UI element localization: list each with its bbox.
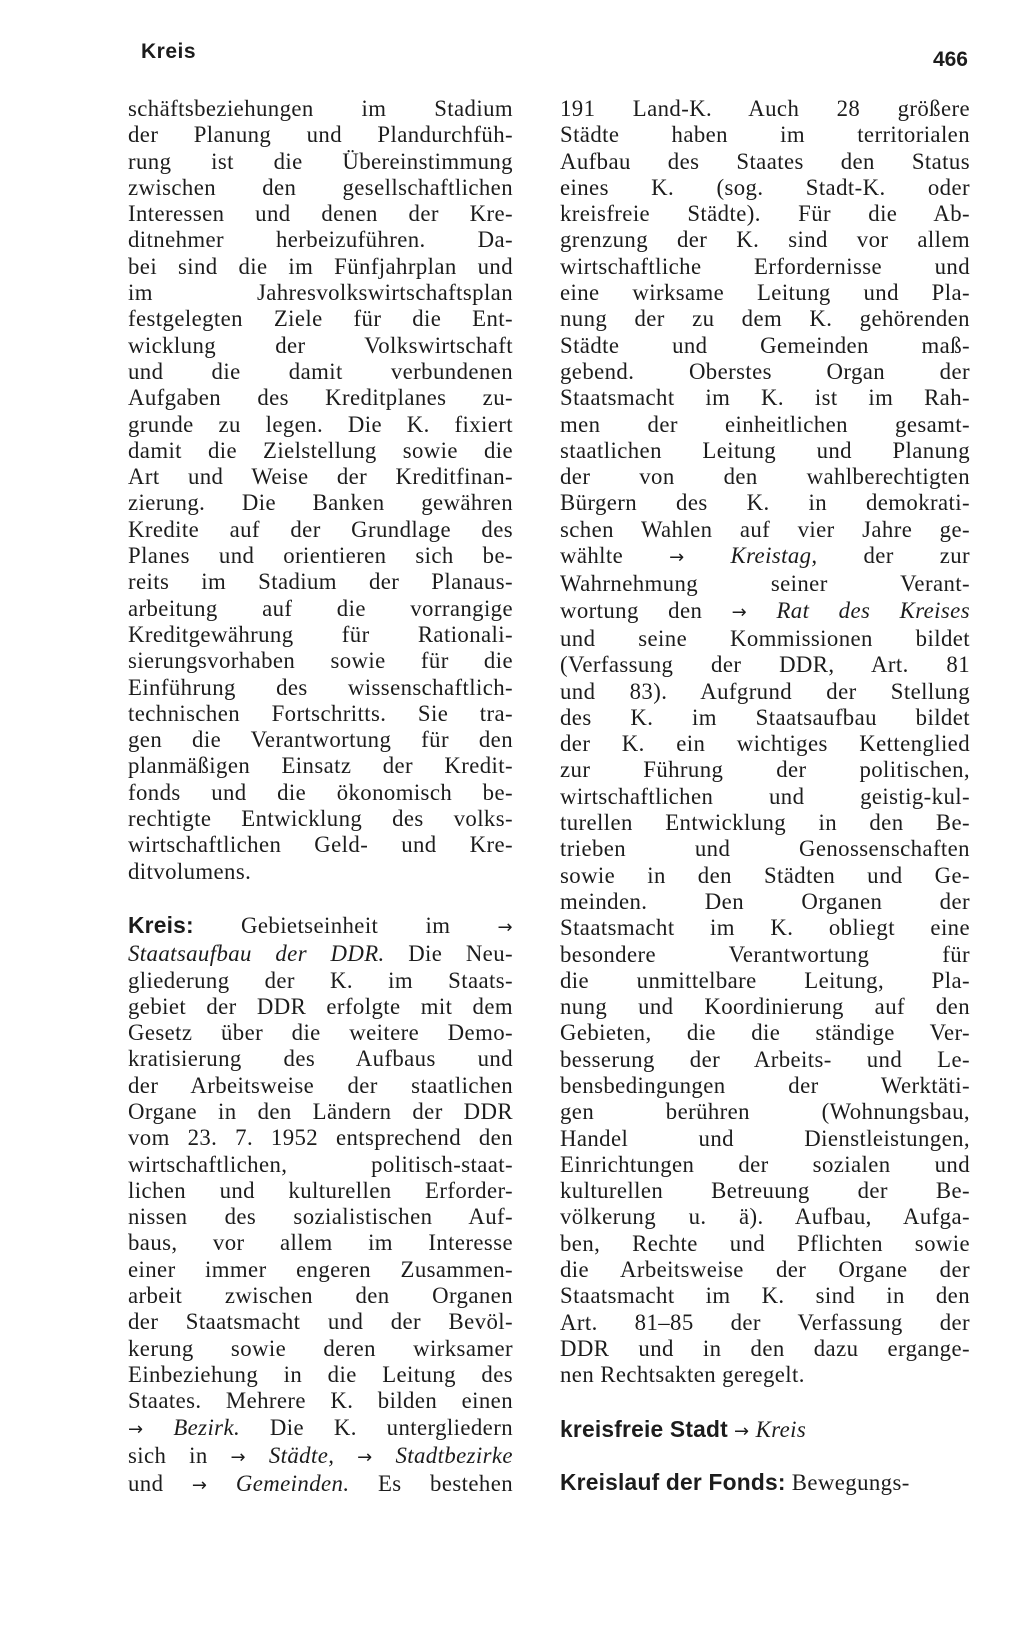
text-line: bensbedingungen der Werktäti- [560, 1072, 970, 1098]
text-line: der von den wahlberechtigten [560, 464, 970, 490]
text-line: damit die Zielstellung sowie die [128, 437, 513, 463]
arrow-icon: → [357, 1446, 373, 1468]
cross-ref-stadtbezirke[interactable]: Stadtbezirke [395, 1442, 513, 1468]
text-line: trieben und Genossenschaften [560, 836, 970, 862]
text-line: Interessen und denen der Kre- [128, 201, 513, 227]
text-line: der Arbeitsweise der staatlichen [128, 1072, 513, 1098]
text-line: besserung der Arbeits- und Le- [560, 1046, 970, 1072]
text-line: eine wirksame Leitung und Pla- [560, 280, 970, 306]
text-line: Staates. Mehrere K. bilden einen [128, 1388, 513, 1414]
text-line: wirtschaftlichen und geistig-kul- [560, 783, 970, 809]
text-line: gen die Verantwortung für den [128, 727, 513, 753]
text-line: 191 Land-K. Auch 28 größere [560, 96, 970, 121]
text-line: und seine Kommissionen bildet [560, 625, 970, 651]
text-line: kratisierung des Aufbaus und [128, 1046, 513, 1072]
arrow-icon: → [669, 547, 685, 569]
text-line: und 83). Aufgrund der Stellung [560, 678, 970, 704]
text-line: ben, Rechte und Pflichten sowie [560, 1230, 970, 1256]
text-line: Aufgaben des Kreditplanes zu- [128, 385, 513, 411]
text-line: arbeit zwischen den Organen [128, 1283, 513, 1309]
text-line: die Arbeitsweise der Organe der [560, 1257, 970, 1283]
text-line: einer immer engeren Zusammen- [128, 1256, 513, 1282]
text-line: nung der zu dem K. gehörenden [560, 306, 970, 332]
text-line: Einrichtungen der sozialen und [560, 1151, 970, 1177]
entry-kreislauf-der-fonds: Kreislauf der Fonds: Bewegungs- [560, 1468, 910, 1495]
text-line: (Verfassung der DDR, Art. 81 [560, 652, 970, 678]
text-line: Einführung des wissenschaftlich- [128, 674, 513, 700]
text-line: Planes und orientieren sich be- [128, 543, 513, 569]
arrow-icon: → [128, 1418, 144, 1440]
text-line: baus, vor allem im Interesse [128, 1230, 513, 1256]
arrow-icon: → [731, 601, 748, 623]
text-line: festgelegten Ziele für die Ent- [128, 306, 513, 332]
text-line: Staatsmacht im K. ist im Rah- [560, 385, 970, 411]
text-line: schen Wahlen auf vier Jahre ge- [560, 516, 970, 542]
entry-keyword-kreisfreie-stadt: kreisfreie Stadt [560, 1415, 728, 1442]
text-line: wicklung der Volkswirtschaft [128, 332, 513, 358]
text-line: gebiet der DDR erfolgte mit dem [128, 993, 513, 1019]
cross-ref-staatsaufbau[interactable]: Staatsaufbau der DDR. [128, 941, 385, 967]
text-line: reits im Stadium der Planaus- [128, 569, 513, 595]
text-line: planmäßigen Einsatz der Kredit- [128, 753, 513, 779]
cross-ref-gemeinden[interactable]: Gemeinden. [235, 1471, 350, 1497]
text-line: DDR und in den dazu ergange- [560, 1335, 970, 1361]
text-line: Gesetz über die weitere Demo- [128, 1020, 513, 1046]
page-number: 466 [932, 48, 968, 71]
text-line: nen Rechtsakten geregelt. [560, 1362, 805, 1388]
text-line: Staatsmacht im K. obliegt eine [560, 915, 970, 941]
arrow-icon: → [497, 916, 513, 938]
text-line: gliederung der K. im Staats- [128, 967, 513, 993]
text-line: der K. ein wichtiges Kettenglied [560, 731, 970, 757]
continued-entry-text [128, 96, 513, 885]
text-line: Städte haben im territorialen [560, 122, 970, 148]
entry-kreis-continued [560, 96, 970, 543]
text-line: ditvolumens. [128, 858, 252, 884]
cross-ref-kreis[interactable]: Kreis [755, 1416, 807, 1442]
text-line: grenzung der K. sind vor allem [560, 227, 970, 253]
arrow-icon: → [230, 1446, 246, 1468]
text-line: wirtschaftliche Erfordernisse und [560, 253, 970, 279]
text-line: wirtschaftlichen, politisch-staat- [128, 1151, 513, 1177]
text-line: nissen des sozialistischen Auf- [128, 1204, 513, 1230]
text-line: arbeitung auf die vorrangige [128, 595, 513, 621]
text-line: eines K. (sog. Stadt-K. oder [560, 174, 970, 200]
arrow-icon: → [734, 1420, 750, 1442]
text-line: Staatsmacht im K. sind in den [560, 1283, 970, 1309]
left-column [128, 96, 513, 1499]
text-line: sierungsvorhaben sowie für die [128, 648, 513, 674]
text-line: Kredite auf der Grundlage des [128, 516, 513, 542]
text-line: meinden. Den Organen der [560, 888, 970, 914]
entry-keyword-kreislauf-der-fonds: Kreislauf der Fonds: [560, 1468, 786, 1495]
text-line: zierung. Die Banken gewähren [128, 490, 513, 516]
text-line: Einbeziehung in die Leitung des [128, 1361, 513, 1387]
text-line: kulturellen Betreuung der Be- [560, 1178, 970, 1204]
text-line: Gebieten, die die ständige Ver- [560, 1020, 970, 1046]
text-line: Handel und Dienstleistungen, [560, 1125, 970, 1151]
text-line: schäftsbeziehungen im Stadium [128, 96, 513, 121]
text-line: der Staatsmacht und der Bevöl- [128, 1309, 513, 1335]
right-column: 191 Land-K. Auch 28 größere Städte haben im territorialen Aufbau des Staates den Status eines K. (sog. Stadt-K. oder kreisfreie Städte). Für die Ab- grenzung der K. sind vor allem wirtschaftliche Erfordernisse und eine wirksame Leitung und Pla- nung der zu dem K. gehörenden Städte und Gemeinden maß- gebend. Oberstes Organ der Staatsmacht im K. ist im Rah- men der einheitlichen gesamt- staatlichen Leitung und Planung der von den wahlberechtigten Bürgern des K. in demokrati- schen Wahlen auf vier Jahre ge- wählte → Kreistag, der zur Wahrnehmung seiner Verant- wortung den → Rat des Kreises und seine Kommissionen bildet (Verfassung der DDR, Art. 81 und 83). Aufgrund der Stellung des K. im Staatsaufbau bildet der K. ein wichtiges Kettenglied zur Führung der politischen, wirtschaftlichen und geistig-kul- turellen Entwicklung in den Be- trieben und Genossenschaften sowie in den Städten und Ge- meinden. Den Organen der Staatsmacht im K. obliegt eine besondere Verantwortung für die unmittelbare Leitung, Pla- nung und Koordinierung auf den Gebieten, die die ständige Ver- besserung der Arbeits- und Le- bensbedingungen der Werktäti- gen berühren (Wohnungsbau, Handel und Dienstleistungen, Einrichtungen der sozialen und kulturellen Betreuung der Be- völkerung u. ä). Aufbau, Aufga- ben, Rechte und Pflichten sowie die Arbeitsweise der Organe der Staatsmacht im K. sind in den Art. 81–85 der Verfassung der DDR und in den dazu ergange- nen Rechtsakten geregelt. kreisfreie Stadt → Kreis Kreislauf der Fonds: Bewegungs- [560, 96, 970, 1495]
text-line: gen berühren (Wohnungsbau, [560, 1099, 970, 1125]
text-line: bei sind die im Fünfjahrplan und [128, 253, 513, 279]
text-line: technischen Fortschritts. Sie tra- [128, 700, 513, 726]
text-line: vom 23. 7. 1952 entsprechend den [128, 1125, 513, 1151]
text-line: völkerung u. ä). Aufbau, Aufga- [560, 1204, 970, 1230]
entry-kreis-first-line: Kreis: Gebietseinheit im → [128, 911, 513, 938]
text-line: staatlichen Leitung und Planung [560, 437, 970, 463]
text-line: lichen und kulturellen Erforder- [128, 1177, 513, 1203]
arrow-icon: → [191, 1475, 208, 1497]
text-line: kreisfreie Städte). Für die Ab- [560, 201, 970, 227]
cross-ref-bezirk[interactable]: Bezirk. [173, 1414, 241, 1440]
text-line: Organe in den Ländern der DDR [128, 1098, 513, 1124]
text-line: besondere Verantwortung für [560, 941, 970, 967]
text-line: rung ist die Übereinstimmung [128, 148, 513, 174]
text-line: gebend. Oberstes Organ der [560, 358, 970, 384]
text-line: wirtschaftlichen Geld- und Kre- [128, 832, 513, 858]
text-line: des K. im Staatsaufbau bildet [560, 704, 970, 730]
text-line: im Jahresvolkswirtschaftsplan [128, 280, 513, 306]
text-line: zwischen den gesellschaftlichen [128, 174, 513, 200]
text-line: men der einheitlichen gesamt- [560, 411, 970, 437]
text-line: Bürgern des K. in demokrati- [560, 490, 970, 516]
text-line: zur Führung der politischen, [560, 757, 970, 783]
text-line: rechtigte Entwicklung des volks- [128, 806, 513, 832]
text-line: fonds und die ökonomisch be- [128, 779, 513, 805]
text-line: ditnehmer herbeizuführen. Da- [128, 227, 513, 253]
cross-ref-staedte[interactable]: Städte, [268, 1442, 335, 1468]
text-line: sowie in den Städten und Ge- [560, 862, 970, 888]
entry-kreisfreie-stadt [560, 1416, 970, 1445]
text-line: der Planung und Plandurchfüh- [128, 122, 513, 148]
cross-ref-kreistag[interactable]: Kreistag, [730, 543, 818, 569]
text-line: turellen Entwicklung in den Be- [560, 810, 970, 836]
running-head: Kreis [141, 40, 197, 63]
entry-keyword-kreis: Kreis: [128, 911, 194, 938]
text-line: Art. 81–85 der Verfassung der [560, 1309, 970, 1335]
cross-ref-rat-des-kreises[interactable]: Rat des Kreises [776, 597, 970, 623]
text-line: nung und Koordinierung auf den [560, 994, 970, 1020]
text-line: Aufbau des Staates den Status [560, 148, 970, 174]
entry-kreis: Kreis: Gebietseinheit im → Staatsaufbau der DDR. Die Neu- gliederung der K. im Staats- gebiet der DDR erfolgte mit dem Gesetz über die weitere Demo- kratisierung des Aufbaus und der Arbeitsweise der staatlichen Organe in den Ländern der DDR vom 23. 7. 1952 entsprechend den wirtschaftlichen, politisch-staat- lichen und kulturellen Erforder- nissen des sozialistischen Auf- baus, vor allem im Interesse einer immer engeren Zusammen- arbeit zwischen den Organen der Staatsmacht und der Bevöl- kerung sowie deren wirksamer Einbeziehung in die Leitung des Staates. Mehrere K. bilden einen → Bezirk. Die K. untergliedern sich in → Städte, → Stadtbezirke und → Gemeinden. Es bestehen [128, 911, 514, 1497]
text-line: Kreditgewährung für Rationali- [128, 621, 513, 647]
text-line: Städte und Gemeinden maß- [560, 332, 970, 358]
text-line: und die damit verbundenen [128, 358, 513, 384]
text-line: grunde zu legen. Die K. fixiert [128, 411, 513, 437]
text-line: Art und Weise der Kreditfinan- [128, 464, 513, 490]
text-line: die unmittelbare Leitung, Pla- [560, 967, 970, 993]
text-line: kerung sowie deren wirksamer [128, 1335, 513, 1361]
